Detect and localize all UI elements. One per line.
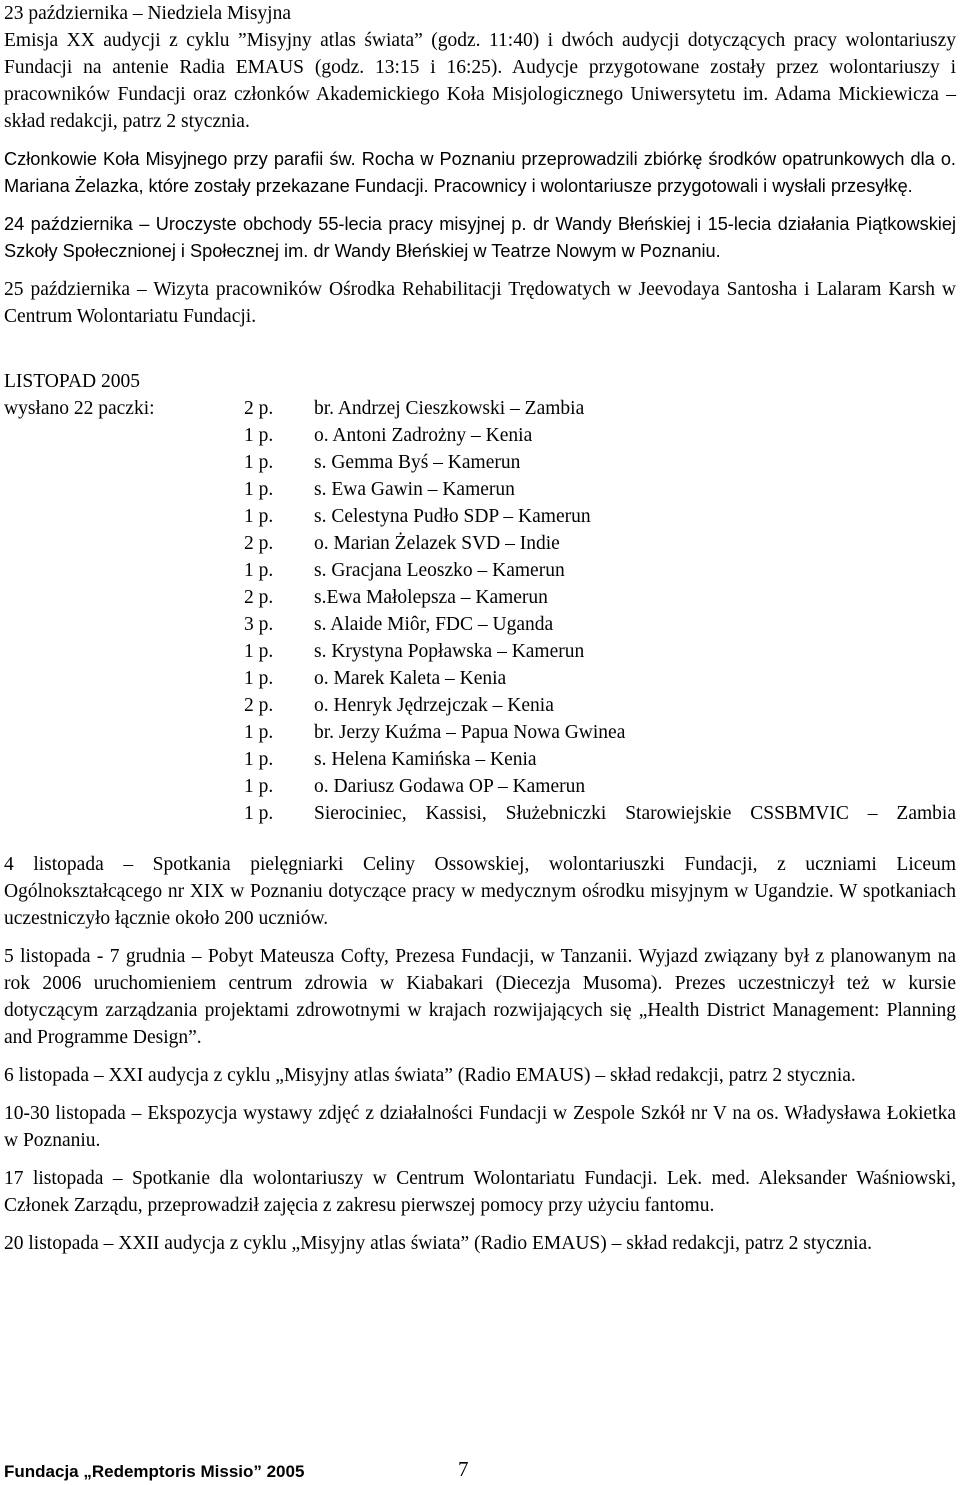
shipment-row: [4, 665, 956, 692]
shipment-recipient: s. Gemma Byś – Kamerun: [314, 452, 521, 473]
shipment-row: [4, 800, 956, 827]
shipment-row: [4, 476, 956, 503]
shipment-recipient: s. Helena Kamińska – Kenia: [314, 749, 537, 770]
shipment-row: [4, 746, 956, 773]
shipment-qty: 1 p.: [244, 668, 274, 689]
entry-text: 4 listopada – Spotkania pielęgniarki Celiny Ossowskiej, wolontariuszki Fundacji, z uczniami Liceum Ogólnokształcącego nr XIX w Poznaniu dotyczące pracy w medycznym ośrodku misyjnym w Ugandzie. W spotkaniach uczestniczyło łącznie około 200 uczniów.: [4, 854, 956, 929]
shipment-row: [4, 584, 956, 611]
shipment-row: [4, 638, 956, 665]
shipment-row: [4, 719, 956, 746]
shipment-row: [4, 395, 956, 422]
sent-label: wysłano 22 paczki:: [4, 398, 155, 419]
shipment-recipient: o. Henryk Jędrzejczak – Kenia: [314, 695, 554, 716]
shipment-recipient: o. Antoni Zadrożny – Kenia: [314, 425, 533, 446]
entry-text: 17 listopada – Spotkanie dla wolontariuszy w Centrum Wolontariatu Fundacji. Lek. med. Aleksander Waśniowski, Członek Zarządu, przeprowadził zajęcia z zakresu pierwszej pomocy przy użyciu fantomu.: [4, 1168, 956, 1216]
shipment-qty: 1 p.: [244, 803, 274, 824]
entry-24-pazdziernika: [4, 211, 956, 265]
shipment-row: [4, 773, 956, 800]
shipment-row: [4, 692, 956, 719]
shipment-qty: 1 p.: [244, 425, 274, 446]
shipment-qty: 1 p.: [244, 641, 274, 662]
shipment-row: [4, 557, 956, 584]
shipment-recipient: o. Dariusz Godawa OP – Kamerun: [314, 776, 586, 797]
shipment-qty: 1 p.: [244, 479, 274, 500]
entry-text: 5 listopada - 7 grudnia – Pobyt Mateusza Cofty, Prezesa Fundacji, w Tanzanii. Wyjazd związany był z planowanym na rok 2006 uruchomieniem centrum zdrowia w Kiabakari (Diecezja Musoma). Prezes uczestniczył też w kursie dotyczącym zarządzania projektami zdrowotnymi w krajach rozwijających się „Health District Management: Planning and Programme Design”.: [4, 946, 956, 1048]
shipment-qty: 1 p.: [244, 560, 274, 581]
shipment-recipient: br. Jerzy Kuźma – Papua Nowa Gwinea: [314, 722, 626, 743]
entry-text: 25 października – Wizyta pracowników Ośrodka Rehabilitacji Trędowatych w Jeevodaya Santosha i Lalaram Karsh w Centrum Wolontariatu Fundacji.: [4, 279, 956, 327]
shipment-qty: 1 p.: [244, 722, 274, 743]
entry-text: 6 listopada – XXI audycja z cyklu „Misyjny atlas świata” (Radio EMAUS) – skład redakcji, patrz 2 stycznia.: [4, 1065, 856, 1086]
shipment-recipient: s. Krystyna Popławska – Kamerun: [314, 641, 585, 662]
entry-4-listopada: [4, 851, 956, 932]
entry-text: 10-30 listopada – Ekspozycja wystawy zdjęć z działalności Fundacji w Zespole Szkół nr V na os. Władysława Łokietka w Poznaniu.: [4, 1103, 956, 1151]
shipment-qty: 3 p.: [244, 614, 274, 635]
entry-20-listopada: [4, 1230, 956, 1257]
shipment-recipient: s. Alaide Miôr, FDC – Uganda: [314, 614, 554, 635]
shipment-recipient: s. Celestyna Pudło SDP – Kamerun: [314, 506, 591, 527]
shipment-qty: 1 p.: [244, 749, 274, 770]
shipment-row: [4, 422, 956, 449]
shipment-qty: 2 p.: [244, 398, 274, 419]
shipment-recipient: o. Marian Żelazek SVD – Indie: [314, 533, 560, 554]
shipment-recipient: o. Marek Kaleta – Kenia: [314, 668, 507, 689]
entry-text: 23 października – Niedziela Misyjna Emisja XX audycji z cyklu ”Misyjny atlas świata” (godz. 11:40) i dwóch audycji dotyczących pracy wolontariuszy Fundacji na antenie Radia EMAUS (godz. 13:15 i 16:25). Audycje przygotowane zostały przez wolontariuszy i pracowników Fundacji oraz członków Akademickiego Koła Misjologicznego Uniwersytetu im. Adama Mickiewicza – skład redakcji, patrz 2 stycznia.: [4, 3, 956, 132]
shipment-qty: 2 p.: [244, 587, 274, 608]
shipment-row: [4, 530, 956, 557]
shipment-qty: 2 p.: [244, 533, 274, 554]
entry-23-pazdziernika: [4, 0, 956, 135]
shipment-qty: 1 p.: [244, 452, 274, 473]
entry-text: 24 października – Uroczyste obchody 55-lecia pracy misyjnej p. dr Wandy Błeńskiej i 15-lecia działania Piątkowskiej Szkoły Społecznionej i Społecznej im. dr Wandy Błeńskiej w Teatrze Nowym w Poznaniu.: [4, 214, 956, 261]
shipment-row: [4, 611, 956, 638]
shipment-qty: 1 p.: [244, 506, 274, 527]
shipment-list: [4, 395, 956, 827]
shipment-recipient: br. Andrzej Cieszkowski – Zambia: [314, 398, 585, 419]
shipment-recipient: s.Ewa Małolepsza – Kamerun: [314, 587, 548, 608]
entry-6-listopada: [4, 1062, 956, 1089]
shipment-qty: 2 p.: [244, 695, 274, 716]
shipment-row: [4, 503, 956, 530]
entry-17-listopada: [4, 1165, 956, 1219]
entry-25-pazdziernika: [4, 276, 956, 330]
shipment-recipient: s. Gracjana Leoszko – Kamerun: [314, 560, 565, 581]
footer-title: Fundacja „Redemptoris Missio” 2005: [4, 1462, 305, 1481]
entry-text: Członkowie Koła Misyjnego przy parafii św. Rocha w Poznaniu przeprowadzili zbiórkę środków opatrunkowych dla o. Mariana Żelazka, które zostały przekazane Fundacji. Pracownicy i wolontariusze przygotowali i wysłali przesyłkę.: [4, 149, 956, 196]
shipment-qty: 1 p.: [244, 776, 274, 797]
entry-kolo-misyjne-zbiorka: [4, 146, 956, 200]
entry-10-30-listopada: [4, 1100, 956, 1154]
entry-text: 20 listopada – XXII audycja z cyklu „Misyjny atlas świata” (Radio EMAUS) – skład redakcji, patrz 2 stycznia.: [4, 1233, 873, 1254]
document-page: [4, 0, 956, 1257]
shipment-recipient: s. Ewa Gawin – Kamerun: [314, 479, 515, 500]
shipment-recipient: Sierociniec, Kassisi, Służebniczki Starowiejskie CSSBMVIC – Zambia: [314, 803, 956, 824]
page-number: 7: [458, 1457, 469, 1481]
entry-5-listopada: [4, 943, 956, 1051]
section-heading-listopad: LISTOPAD 2005: [4, 371, 140, 392]
page-footer: [4, 1452, 956, 1482]
shipment-row: [4, 449, 956, 476]
